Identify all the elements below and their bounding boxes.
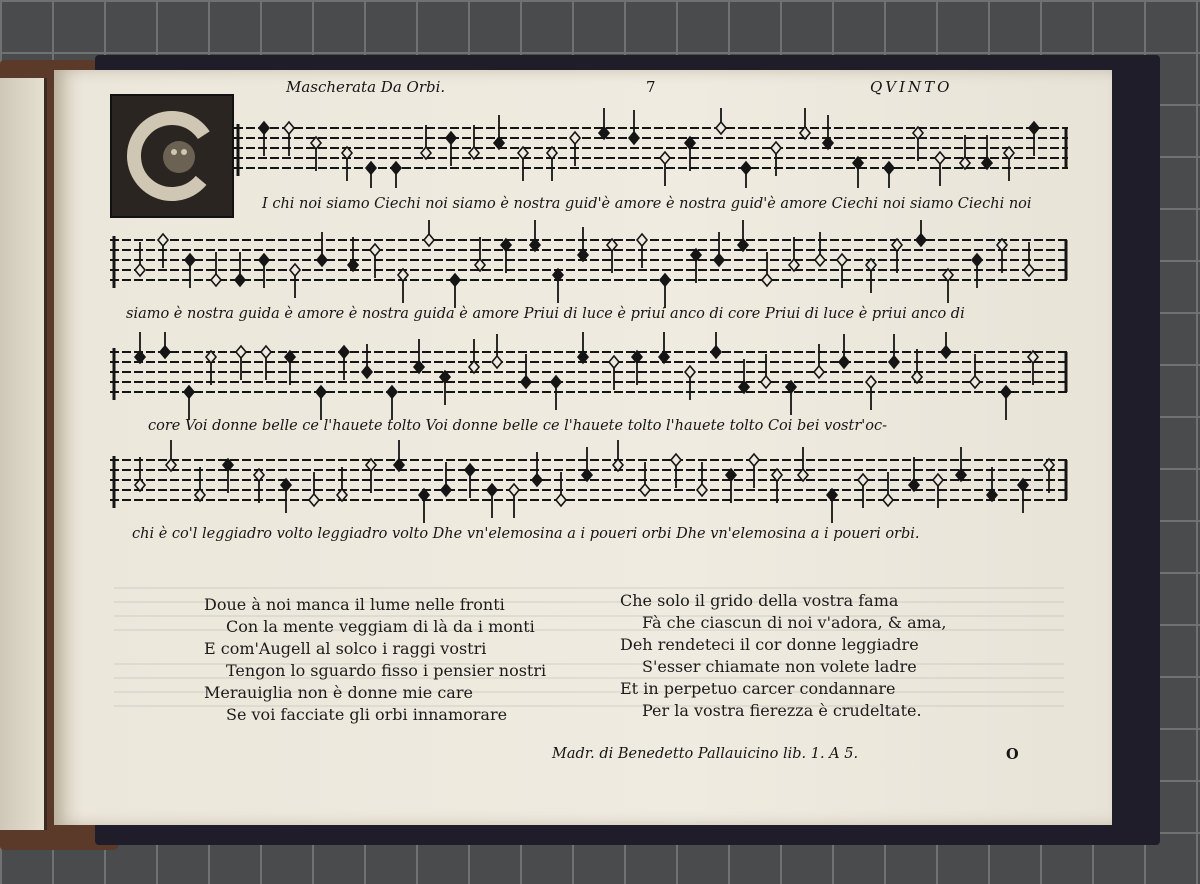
note-head [284, 122, 294, 134]
page-number: 7 [646, 78, 656, 96]
note-head [935, 152, 945, 164]
note-head [259, 122, 269, 134]
note-head [884, 162, 894, 174]
decorated-initial [110, 94, 234, 218]
note-head [236, 346, 246, 358]
note-head [1024, 264, 1034, 276]
note-head [839, 356, 849, 368]
note-head [609, 356, 619, 368]
note-head [185, 254, 195, 266]
note-head [697, 484, 707, 496]
note-head [814, 366, 824, 378]
note-head [184, 386, 194, 398]
note-head [714, 254, 724, 266]
note-head [317, 254, 327, 266]
note-head [933, 474, 943, 486]
note-head [629, 132, 639, 144]
note-head [487, 484, 497, 496]
music-staff-4 [110, 440, 1074, 530]
note-head [235, 274, 245, 286]
note-head [556, 494, 566, 506]
note-head [1029, 122, 1039, 134]
note-head [660, 152, 670, 164]
note-head [362, 366, 372, 378]
note-head [261, 346, 271, 358]
note-head [211, 274, 221, 286]
note-head [741, 162, 751, 174]
lyric-line-1: I chi noi siamo Ciechi noi siamo è nostra guid'è amore è nostra guid'è amore Ciechi noi siamo Ciechi noi [262, 196, 1032, 212]
note-head [640, 484, 650, 496]
attribution: Madr. di Benedetto Pallauicino lib. 1. A 5. [552, 746, 859, 762]
note-head [972, 254, 982, 266]
note-head [259, 254, 269, 266]
note-head [391, 162, 401, 174]
note-head [366, 162, 376, 174]
note-head [866, 376, 876, 388]
note-head [671, 454, 681, 466]
note-head [316, 386, 326, 398]
note-head [532, 474, 542, 486]
verse-line: E com'Augell al solco i raggi vostri [204, 639, 487, 658]
note-head [441, 484, 451, 496]
music-staff-3 [110, 332, 1074, 422]
note-head [290, 264, 300, 276]
verse-line: Se voi facciate gli orbi innamorare [226, 705, 508, 724]
note-head [309, 494, 319, 506]
note-head [570, 132, 580, 144]
music-page [54, 70, 1112, 825]
note-head [551, 376, 561, 388]
note-head [1001, 386, 1011, 398]
verse-line: Con la mente veggiam di là da i monti [226, 617, 535, 636]
lyric-line-3: core Voi donne belle ce l'hauete tolto Voi donne belle ce l'hauete tolto l'hauete tolto Coi bei vostr'oc- [148, 418, 887, 434]
note-head [339, 346, 349, 358]
verse-right [620, 590, 946, 722]
note-head [509, 484, 519, 496]
music-staff-2 [110, 220, 1074, 310]
music-staff-1 [234, 108, 1074, 188]
lyric-line-4: chi è co'l leggiadro volto leggiadro volto Dhe vn'elemosina a i poueri orbi Dhe vn'elemosina a i poueri orbi. [132, 526, 920, 542]
verse-line: S'esser chiamate non volete ladre [642, 657, 917, 676]
note-head [387, 386, 397, 398]
note-head [424, 234, 434, 246]
note-head [492, 356, 502, 368]
note-head [749, 454, 759, 466]
note-head [941, 346, 951, 358]
note-head [450, 274, 460, 286]
signature-mark: O [1006, 746, 1019, 763]
note-head [716, 122, 726, 134]
verse-line: Per la vostra fierezza è crudeltate. [642, 701, 922, 720]
note-head [446, 132, 456, 144]
note-head [916, 234, 926, 246]
note-head [771, 142, 781, 154]
note-head [370, 244, 380, 256]
note-head [160, 346, 170, 358]
lyric-line-2: siamo è nostra guida è amore è nostra guida è amore Priui di luce è priui anco di core Priui di luce è priui anco di [126, 306, 965, 322]
part-name: QVINTO [870, 78, 953, 96]
verse-line: Fà che ciascun di noi v'adora, & ama, [642, 613, 947, 632]
note-head [889, 356, 899, 368]
left-page-edge [0, 78, 47, 830]
piece-title: Mascherata Da Orbi. [286, 78, 446, 96]
note-head [883, 494, 893, 506]
note-head [711, 346, 721, 358]
note-head [685, 366, 695, 378]
note-head [135, 264, 145, 276]
verse-line: Che solo il grido della vostra fama [620, 591, 899, 610]
verse-line: Tengon lo sguardo fisso i pensier nostri [226, 661, 547, 680]
verse-left [204, 594, 546, 726]
verse-line: Doue à noi manca il lume nelle fronti [204, 595, 505, 614]
note-head [465, 464, 475, 476]
verse-line: Deh rendeteci il cor donne leggiadre [620, 635, 919, 654]
note-head [637, 234, 647, 246]
note-head [660, 274, 670, 286]
note-head [762, 274, 772, 286]
note-head [761, 376, 771, 388]
note-head [158, 234, 168, 246]
note-head [858, 474, 868, 486]
note-head [815, 254, 825, 266]
note-head [521, 376, 531, 388]
woodcut-initial-c-icon [117, 101, 227, 211]
verse-line: Et in perpetuo carcer condannare [620, 679, 896, 698]
verse-line: Merauiglia non è donne mie care [204, 683, 473, 702]
note-head [970, 376, 980, 388]
note-head [837, 254, 847, 266]
